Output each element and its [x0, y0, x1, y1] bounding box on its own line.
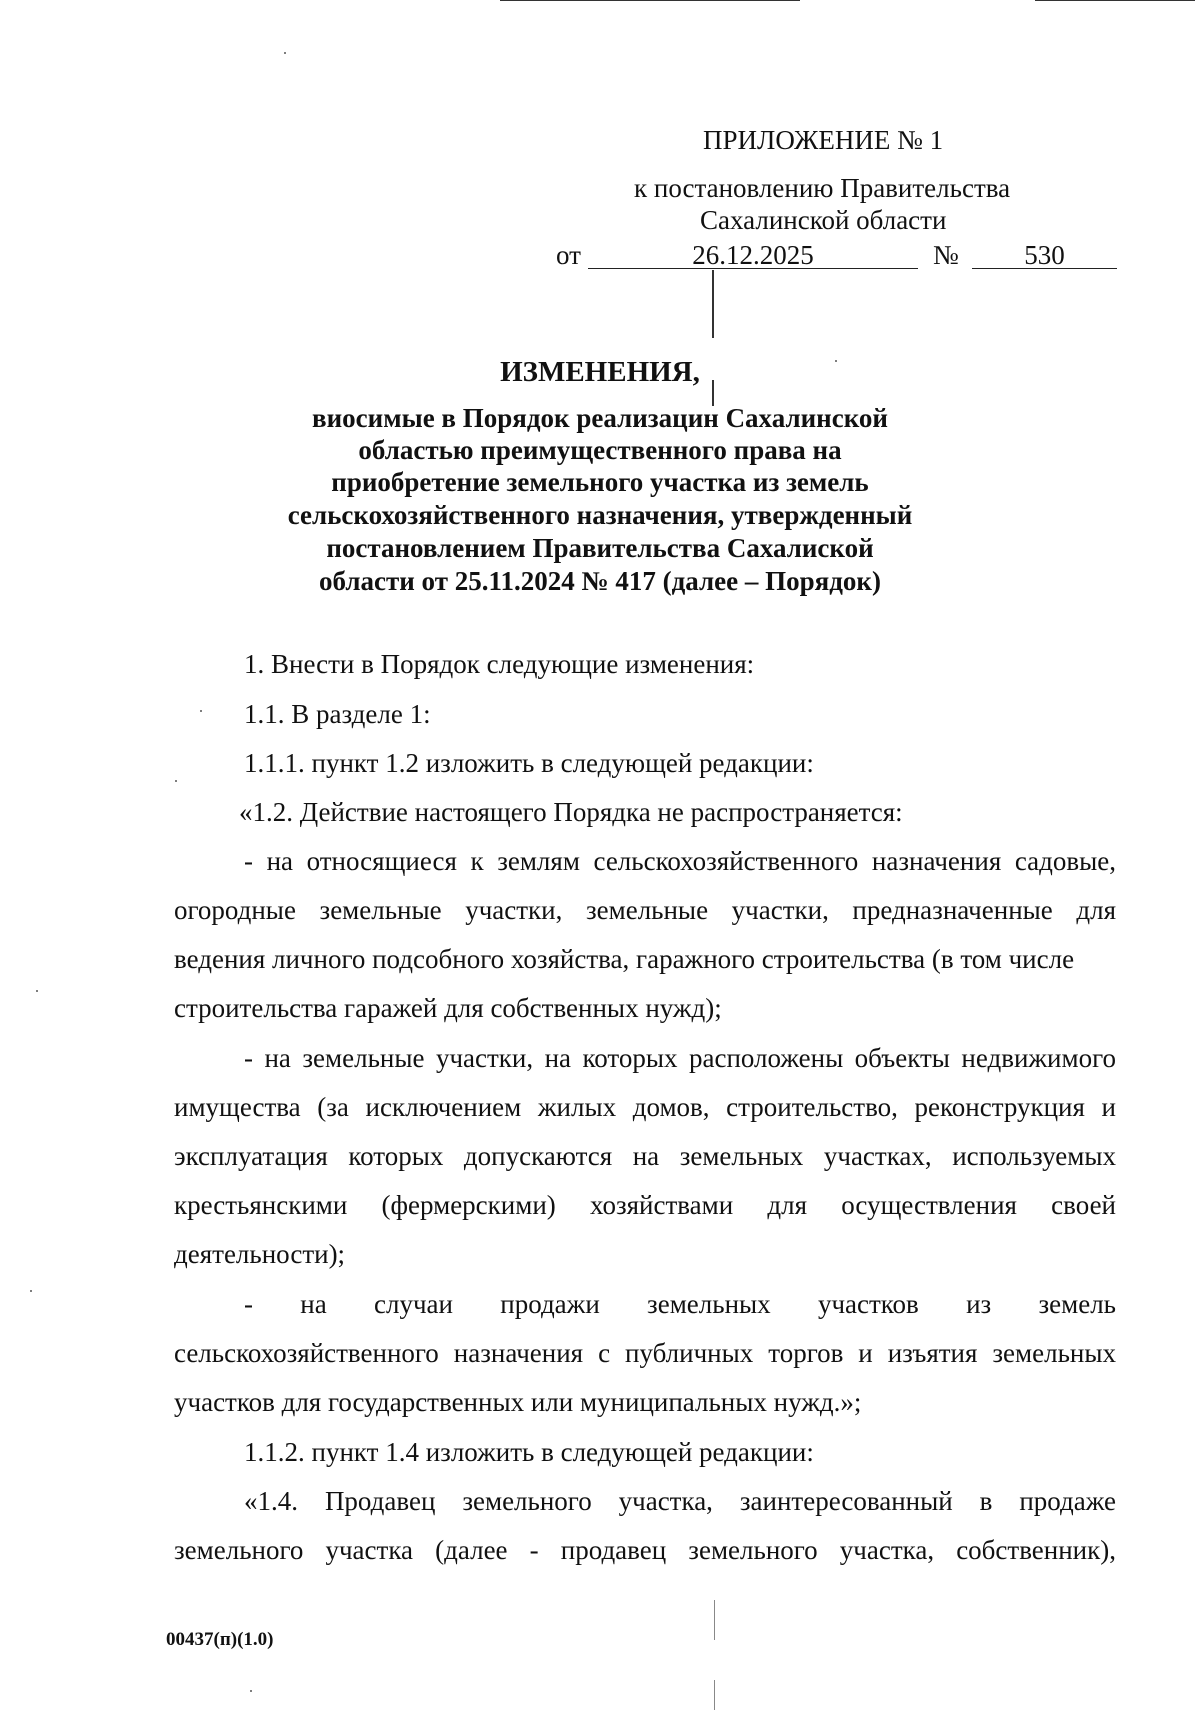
paragraph-line: земельного участка (далее - продавец земельного участка, собственник), [174, 1535, 1116, 1565]
scan-artifact-vertical-line [714, 1680, 715, 1710]
paragraph-line: имущества (за исключением жилых домов, строительство, реконструкция и [174, 1092, 1116, 1122]
paragraph-1-1-1: 1.1.1. пункт 1.2 изложить в следующей редакции: [244, 748, 814, 778]
appendix-title: ПРИЛОЖЕНИЕ № 1 [703, 125, 944, 155]
decree-number-label: № [933, 240, 959, 270]
paragraph-bullet-2-cont [174, 1189, 1116, 1221]
subtitle-line: виосимые в Порядок реализацин Сахалинской [312, 403, 888, 433]
paragraph-1-1-2: 1.1.2. пункт 1.4 изложить в следующей редакции: [244, 1437, 814, 1467]
decree-reference-line2: Сахалинской области [700, 205, 947, 235]
scan-speck [36, 990, 38, 992]
subtitle-line: областью преимущественного права на [358, 435, 842, 465]
paragraph-bullet-3-cont [174, 1337, 1116, 1369]
paragraph-bullet-3 [244, 1288, 1116, 1320]
paragraph-1-2-intro: «1.2. Действие настоящего Порядка не распространяется: [239, 797, 903, 827]
scan-artifact-top-line [1035, 0, 1195, 1]
paragraph-line: - на случаи продажи земельных участков из земель [244, 1289, 1116, 1319]
paragraph-bullet-1 [244, 845, 1116, 877]
paragraph-1-4 [244, 1485, 1116, 1517]
scan-speck [250, 1690, 252, 1692]
scan-speck [175, 780, 177, 782]
paragraph-line: строительства гаражей для собственных нужд); [174, 993, 722, 1023]
paragraph-1-4-cont [174, 1534, 1116, 1566]
paragraph-line: «1.4. Продавец земельного участка, заинтересованный в продаже [244, 1486, 1116, 1516]
paragraph-bullet-2-cont [174, 1140, 1116, 1172]
subtitle-line: сельскохозяйственного назначения, утвержденный [287, 500, 913, 530]
scan-artifact-top-line [500, 0, 800, 1]
paragraph-line: - на земельные участки, на которых расположены объекты недвижимого [244, 1043, 1116, 1073]
form-code: 00437(п)(1.0) [166, 1629, 274, 1650]
decree-number: 530 [1024, 240, 1065, 270]
paragraph-bullet-2 [244, 1042, 1116, 1074]
paragraph-bullet-1-cont [174, 894, 1116, 926]
paragraph-1: 1. Внести в Порядок следующие изменения: [244, 649, 755, 679]
scan-artifact-vertical-line [712, 270, 714, 338]
decree-date: 26.12.2025 [692, 240, 814, 270]
paragraph-bullet-2-cont [174, 1091, 1116, 1123]
decree-reference-line1: к постановлению Правительства [634, 173, 1011, 203]
paragraph-line: ведения личного подсобного хозяйства, гаражного строительства (в том числе [174, 944, 1075, 974]
subtitle-line: приобретение земельного участка из земель [331, 467, 869, 497]
paragraph-line: крестьянскими (фермерскими) хозяйствами для осуществления своей [174, 1190, 1116, 1220]
paragraph-line: огородные земельные участки, земельные участки, предназначенные для [174, 895, 1116, 925]
subtitle-line: области от 25.11.2024 № 417 (далее – Порядок) [319, 566, 881, 596]
paragraph-line: - на относящиеся к землям сельскохозяйственного назначения садовые, [244, 846, 1116, 876]
paragraph-1-1: 1.1. В разделе 1: [244, 699, 431, 729]
document-heading: ИЗМЕНЕНИЯ, [500, 356, 700, 388]
paragraph-line: эксплуатация которых допускаются на земельных участках, используемых [174, 1141, 1116, 1171]
scan-artifact-vertical-line [714, 1600, 715, 1640]
date-from-label: от [556, 240, 581, 270]
scan-speck [200, 710, 202, 712]
scan-speck [30, 1290, 32, 1292]
paragraph-line: участков для государственных или муниципальных нужд.»; [174, 1387, 862, 1417]
paragraph-line: сельскохозяйственного назначения с публичных торгов и изъятия земельных [174, 1338, 1116, 1368]
paragraph-line: деятельности); [174, 1239, 346, 1269]
subtitle-line: постановлением Правительства Сахалиской [326, 533, 874, 563]
scan-speck [284, 52, 286, 54]
